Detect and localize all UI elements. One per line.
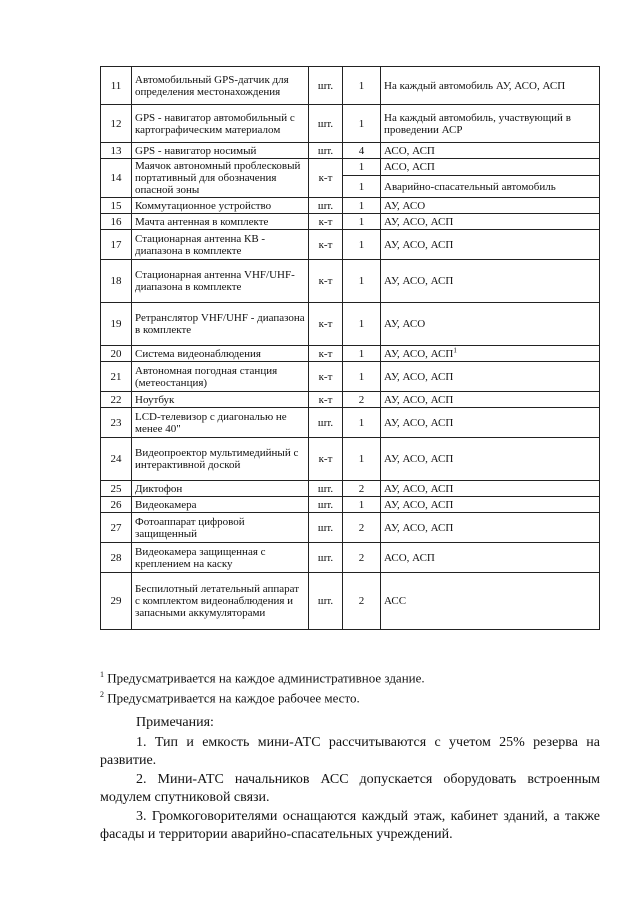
table-row (101, 438, 600, 481)
item-unit: шт. (309, 481, 343, 497)
item-unit: к-т (309, 438, 343, 481)
item-quantity: 2 (343, 513, 381, 543)
item-unit: шт. (309, 198, 343, 214)
note-paragraph: 1. Тип и емкость мини-АТС рассчитываются с учетом 25% резерва на развитие. (100, 735, 600, 768)
item-note-text: АУ, АСО, АСП (384, 238, 454, 251)
row-number: 18 (101, 260, 132, 303)
table-row (101, 67, 600, 105)
item-unit: шт. (309, 513, 343, 543)
row-number: 26 (101, 497, 132, 513)
item-quantity: 1 (343, 159, 381, 176)
item-note-text: АУ, АСО, АСП (384, 347, 454, 360)
item-quantity: 2 (343, 573, 381, 630)
row-number: 19 (101, 303, 132, 346)
item-name: LCD-телевизор с диагональю не менее 40" (132, 408, 309, 438)
row-number: 12 (101, 105, 132, 143)
row-number: 27 (101, 513, 132, 543)
footnote-mark: 2 (100, 690, 104, 700)
footnote-text: Предусматривается на каждое административное здание. (104, 670, 425, 686)
item-note (381, 497, 600, 513)
item-unit: к-т (309, 260, 343, 303)
item-note-text: АУ, АСО, АСП (384, 453, 454, 465)
item-unit: шт. (309, 143, 343, 159)
footnote (100, 666, 610, 686)
table-row (101, 497, 600, 513)
item-note-text: АУ, АСО, АСП (384, 482, 454, 495)
item-name: GPS - навигатор носимый (132, 143, 309, 159)
item-note (381, 362, 600, 392)
item-quantity: 1 (343, 260, 381, 303)
table-row (101, 513, 600, 543)
footnote-mark: 1 (100, 670, 104, 679)
table-row (101, 198, 600, 214)
item-note (381, 105, 600, 143)
equipment-table-body (101, 67, 600, 630)
row-number: 17 (101, 230, 132, 260)
item-note (381, 481, 600, 497)
item-quantity: 1 (343, 230, 381, 260)
item-quantity: 2 (343, 481, 381, 497)
item-quantity: 1 (343, 198, 381, 214)
footnote-text: Предусматривается на каждое рабочее место. (104, 690, 360, 706)
row-number: 16 (101, 214, 132, 230)
item-note-text: АУ, АСО, АСП (384, 521, 454, 534)
item-name: Маячок автономный проблесковый портативный для обозначения опасной зоны (132, 159, 309, 198)
item-note-text: АСО, АСП (384, 144, 435, 157)
item-note-text: АУ, АСО (384, 199, 426, 212)
item-quantity: 2 (343, 392, 381, 408)
item-note (381, 438, 600, 481)
table-row (101, 408, 600, 438)
item-note-text: АУ, АСО, АСП (384, 275, 454, 287)
item-unit: к-т (309, 230, 343, 260)
item-name: Видеокамера защищенная с креплением на каску (132, 543, 309, 573)
row-number: 28 (101, 543, 132, 573)
row-number: 13 (101, 143, 132, 159)
item-name: Коммутационное устройство (132, 198, 309, 214)
item-note-text: АУ, АСО, АСП (384, 370, 454, 383)
item-note-text: Аварийно-спасательный автомобиль (384, 180, 556, 193)
item-unit: шт. (309, 497, 343, 513)
item-note (381, 159, 600, 176)
row-number: 20 (101, 346, 132, 362)
row-number: 29 (101, 573, 132, 630)
table-row (101, 143, 600, 159)
item-unit: шт. (309, 543, 343, 573)
item-note (381, 214, 600, 230)
item-note (381, 346, 600, 362)
item-note (381, 573, 600, 630)
table-row (101, 392, 600, 408)
item-name: Фотоаппарат цифровой защищенный (132, 513, 309, 543)
item-quantity: 2 (343, 543, 381, 573)
notes-header: Примечания: (136, 715, 214, 730)
table-row (101, 159, 600, 176)
item-name: Ноутбук (132, 392, 309, 408)
row-number: 21 (101, 362, 132, 392)
item-unit: шт. (309, 573, 343, 630)
item-name: GPS - навигатор автомобильный с картографическим материалом (132, 105, 309, 143)
item-note-text: АСС (384, 595, 407, 607)
table-row (101, 303, 600, 346)
item-note-text: АСО, АСП (384, 161, 435, 173)
footnote (100, 686, 610, 706)
item-note (381, 408, 600, 438)
item-name: Автомобильный GPS-датчик для определения местонахождения (132, 67, 309, 105)
item-note (381, 176, 600, 198)
item-quantity: 1 (343, 303, 381, 346)
notes-section (100, 714, 600, 845)
item-note (381, 143, 600, 159)
item-unit: шт. (309, 67, 343, 105)
item-quantity: 1 (343, 346, 381, 362)
item-note (381, 303, 600, 346)
item-unit: к-т (309, 392, 343, 408)
item-name: Беспилотный летательный аппарат с комплектом видеонаблюдения и запасными аккумуляторами (132, 573, 309, 630)
item-note (381, 230, 600, 260)
table-row (101, 214, 600, 230)
row-number: 22 (101, 392, 132, 408)
item-quantity: 1 (343, 214, 381, 230)
item-note-text: АУ, АСО, АСП (384, 215, 454, 228)
item-note (381, 198, 600, 214)
item-note-text: АСО, АСП (384, 551, 435, 564)
item-unit: к-т (309, 346, 343, 362)
row-number: 23 (101, 408, 132, 438)
item-quantity: 1 (343, 408, 381, 438)
item-quantity: 1 (343, 105, 381, 143)
table-row (101, 230, 600, 260)
item-name: Диктофон (132, 481, 309, 497)
item-quantity: 1 (343, 497, 381, 513)
item-name: Стационарная антенна VHF/UHF- диапазона в комплекте (132, 260, 309, 303)
item-unit: к-т (309, 159, 343, 198)
item-quantity: 1 (343, 176, 381, 198)
table-row (101, 573, 600, 630)
table-row (101, 362, 600, 392)
footnotes (100, 666, 610, 707)
item-quantity: 1 (343, 362, 381, 392)
item-note (381, 543, 600, 573)
item-note-text: На каждый автомобиль, участвующий в проведении АСР (384, 111, 571, 136)
item-name: Система видеонаблюдения (132, 346, 309, 362)
note-paragraph: 2. Мини-АТС начальников АСС допускается оборудовать встроенным модулем спутниковой связи. (100, 772, 600, 805)
footnote-reference: 1 (453, 345, 457, 354)
table-row (101, 543, 600, 573)
note-paragraph: 3. Громкоговорителями оснащаются каждый этаж, кабинет зданий, а также фасады и территории аварийно-спасательных учреждений. (100, 809, 600, 842)
item-unit: шт. (309, 105, 343, 143)
row-number: 11 (101, 67, 132, 105)
row-number: 25 (101, 481, 132, 497)
item-name: Стационарная антенна КВ - диапазона в комплекте (132, 230, 309, 260)
row-number: 24 (101, 438, 132, 481)
item-name: Мачта антенная в комплекте (132, 214, 309, 230)
table-row (101, 105, 600, 143)
item-unit: к-т (309, 303, 343, 346)
item-note (381, 513, 600, 543)
item-unit: шт. (309, 408, 343, 438)
item-unit: к-т (309, 362, 343, 392)
item-note-text: АУ, АСО (384, 318, 426, 330)
row-number: 15 (101, 198, 132, 214)
item-quantity: 4 (343, 143, 381, 159)
table-row (101, 481, 600, 497)
equipment-table (100, 66, 600, 630)
item-note-text: АУ, АСО, АСП (384, 393, 454, 406)
item-note (381, 67, 600, 105)
item-name: Видеокамера (132, 497, 309, 513)
item-unit: к-т (309, 214, 343, 230)
item-quantity: 1 (343, 67, 381, 105)
item-note (381, 260, 600, 303)
item-note-text: АУ, АСО, АСП (384, 498, 454, 511)
item-note (381, 392, 600, 408)
item-note-text: На каждый автомобиль АУ, АСО, АСП (384, 79, 566, 92)
item-name: Ретранслятор VHF/UHF - диапазона в комплекте (132, 303, 309, 346)
item-quantity: 1 (343, 438, 381, 481)
table-row (101, 260, 600, 303)
item-note-text: АУ, АСО, АСП (384, 416, 454, 429)
row-number: 14 (101, 159, 132, 198)
table-row (101, 346, 600, 362)
item-name: Автономная погодная станция (метеостанция) (132, 362, 309, 392)
item-name: Видеопроектор мультимедийный с интерактивной доской (132, 438, 309, 481)
